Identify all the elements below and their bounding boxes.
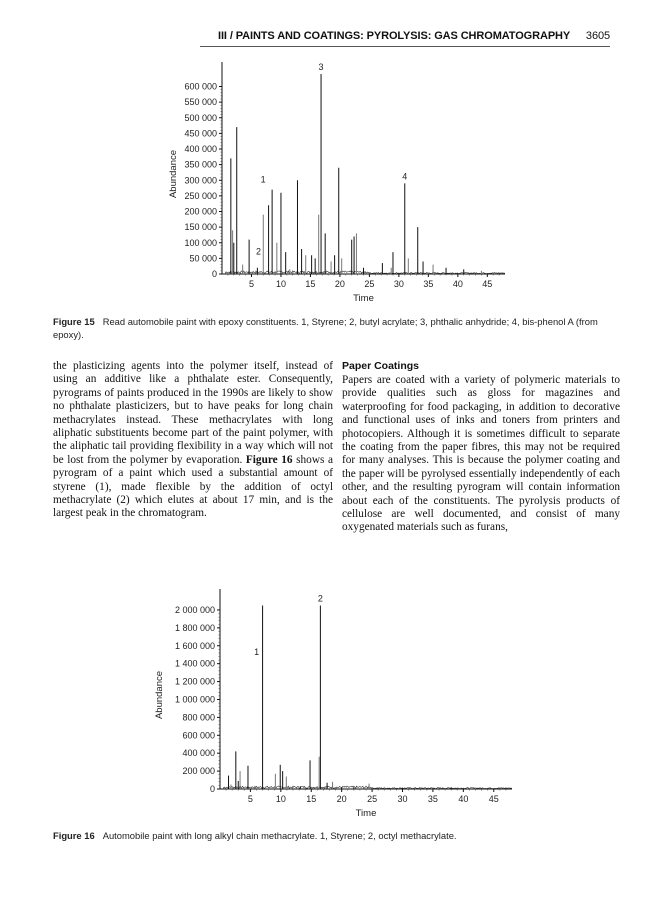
- x-tick-label: 45: [482, 279, 493, 289]
- figure-15-caption: [53, 315, 618, 341]
- x-tick-label: 45: [488, 794, 499, 804]
- x-tick-label: 20: [336, 794, 347, 804]
- peak-label-1: 1: [260, 174, 266, 185]
- x-tick-label: 30: [397, 794, 408, 804]
- left-paragraph-text-a: the plasticizing agents into the polymer itself, instead of using an additive like a phthalate ester. Consequently, pyrograms of paints produced in the 1990s are likely to show no phthalate plasticizers, but to have peaks for long chain methacrylates instead. These methacrylates with long aliphatic substituents become part of the paint polymer, with the aliphatic tail providing flexibility in a way which will not be lost from the polymer by evaporation.: [53, 360, 333, 466]
- y-tick-label: 100 000: [184, 237, 217, 248]
- x-tick-label: 15: [306, 794, 317, 804]
- peak-label-2: 2: [255, 246, 261, 257]
- y-tick-label: 400 000: [182, 748, 215, 759]
- y-tick-label: 450 000: [184, 128, 217, 139]
- peak-label-1: 1: [254, 647, 260, 658]
- y-tick-label: 400 000: [184, 144, 217, 154]
- x-tick-label: 40: [452, 279, 463, 289]
- y-tick-label: 800 000: [182, 712, 215, 723]
- x-tick-label: 20: [334, 279, 345, 289]
- x-tick-label: 10: [275, 279, 286, 289]
- x-tick-label: 5: [247, 794, 253, 804]
- baseline-trace: [224, 786, 512, 789]
- x-axis-title: Time: [355, 808, 377, 819]
- left-paragraph: [53, 360, 333, 521]
- y-tick-label: 1 800 000: [174, 622, 215, 633]
- y-tick-label: 0: [209, 784, 215, 794]
- y-tick-label: 300 000: [184, 175, 217, 186]
- y-tick-label: 1 000 000: [174, 694, 215, 705]
- figure-16-caption-text: Automobile paint with long alkyl chain methacrylate. 1, Styrene; 2, octyl methacrylate.: [102, 830, 457, 841]
- y-tick-label: 600 000: [184, 81, 217, 92]
- y-tick-label: 350 000: [184, 159, 217, 170]
- figure-15-label: Figure 15: [53, 316, 95, 327]
- y-axis-title: Abundance: [154, 670, 165, 720]
- x-tick-label: 10: [275, 794, 286, 804]
- y-tick-label: 200 000: [182, 766, 215, 777]
- page-number: 3605: [585, 30, 610, 42]
- y-tick-label: 150 000: [184, 222, 217, 233]
- peak-label-3: 3: [318, 62, 324, 72]
- y-tick-label: 200 000: [184, 206, 217, 217]
- section-heading-paper-coatings: Paper Coatings: [342, 360, 420, 372]
- peak-label-2: 2: [317, 593, 323, 604]
- left-paragraph-text-b: shows a pyrogram of a paint which used a substantial amount of styrene (1), made flexible by the addition of octyl methacrylate (2) which elutes at about 17 min, and is the largest peak in the chromatogram.: [53, 453, 333, 520]
- right-paragraph: Papers are coated with a variety of polymeric materials to provide qualities such as gloss for magazines and waterproofing for food packaging, in addition to decorative and functional uses of inks and toners from printers and photocopiers. Although it is sometimes difficult to separate the coating from the paper fibres, this may not be required for many analyses. This is because the polymer coating and the paper will be pyrolysed essentially independently of each other, and the resulting pyrogram will contain information about each of the constituents. The pyrolysis products of cellulose are well documented, and consist of many oxygenated materials such as furans,: [342, 374, 620, 534]
- y-tick-label: 250 000: [184, 190, 217, 201]
- x-axis-title: Time: [353, 293, 374, 304]
- x-tick-label: 25: [367, 794, 378, 804]
- figure-15-plot: [0, 0, 668, 310]
- x-tick-label: 40: [458, 794, 469, 804]
- left-column: [53, 360, 333, 521]
- figure-16-reference[interactable]: Figure 16: [245, 453, 293, 466]
- running-title: III / PAINTS AND COATINGS: PYROLYSIS: GAS CHROMATOGRAPHY: [218, 30, 571, 42]
- y-tick-label: 50 000: [189, 253, 217, 264]
- x-tick-label: 35: [423, 279, 434, 289]
- x-tick-label: 15: [305, 279, 316, 289]
- figure-15-caption-text: Read automobile paint with epoxy constituents. 1, Styrene; 2, butyl acrylate; 3, phthalic anhydride; 4, bis-phenol A (from epoxy).: [53, 316, 598, 340]
- y-tick-label: 600 000: [182, 730, 215, 741]
- y-tick-label: 550 000: [184, 97, 217, 108]
- x-tick-label: 5: [248, 279, 254, 289]
- figure-16-caption: [53, 829, 618, 842]
- y-axis-title: Abundance: [168, 149, 179, 199]
- x-tick-label: 25: [364, 279, 375, 289]
- y-tick-label: 2 000 000: [174, 604, 215, 615]
- figure-16-label: Figure 16: [53, 830, 95, 841]
- x-tick-label: 30: [393, 279, 404, 289]
- y-tick-label: 1 400 000: [174, 658, 215, 669]
- y-tick-label: 1 200 000: [174, 676, 215, 687]
- y-tick-label: 500 000: [184, 112, 217, 123]
- figure-15-chart: [0, 0, 668, 310]
- y-tick-label: 1 600 000: [174, 640, 215, 651]
- peak-label-4: 4: [402, 171, 408, 182]
- right-column: [342, 360, 620, 535]
- x-tick-label: 35: [427, 794, 438, 804]
- y-tick-label: 0: [211, 269, 217, 279]
